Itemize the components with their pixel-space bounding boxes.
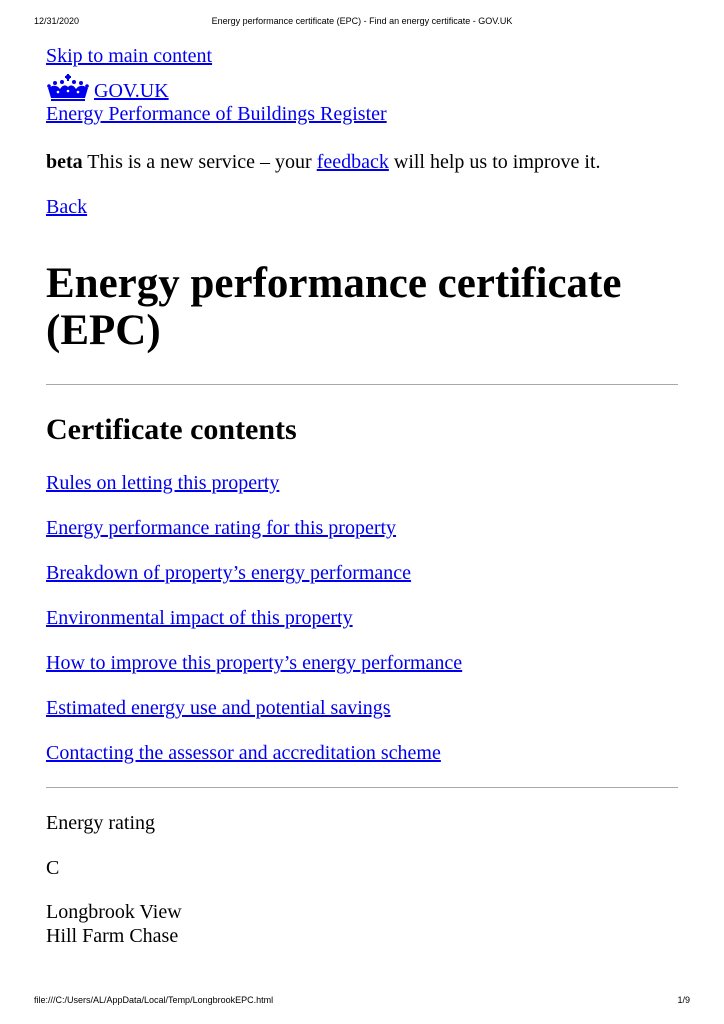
beta-text-before: This is a new service – your <box>82 151 317 173</box>
print-file-path: file:///C:/Users/AL/AppData/Local/Temp/LongbrookEPC.html <box>34 995 274 1005</box>
contents-link-estimated-energy-use[interactable]: Estimated energy use and potential savings <box>46 697 391 719</box>
contents-item <box>46 740 678 766</box>
beta-tag: beta <box>46 151 83 173</box>
print-page-number: 1/9 <box>677 995 690 1005</box>
contents-link-energy-rating[interactable]: Energy performance rating for this property <box>46 517 397 539</box>
govuk-logo-link[interactable] <box>46 74 169 104</box>
print-footer <box>0 995 724 1007</box>
contents-list <box>46 470 678 766</box>
contents-link-rules-on-letting[interactable]: Rules on letting this property <box>46 472 280 494</box>
section-divider <box>46 787 678 788</box>
contents-link-contacting-assessor[interactable]: Contacting the assessor and accreditation scheme <box>46 742 441 764</box>
property-address <box>46 900 678 948</box>
skip-link-row <box>46 43 678 69</box>
page-title: Energy performance certificate (EPC) <box>46 260 622 354</box>
crown-icon <box>46 74 90 104</box>
contents-item <box>46 470 678 496</box>
back-link-row <box>46 194 678 220</box>
contents-item <box>46 605 678 631</box>
contents-link-breakdown[interactable]: Breakdown of property’s energy performance <box>46 562 412 584</box>
govuk-logo-text: GOV.UK <box>94 80 169 102</box>
print-date: 12/31/2020 <box>34 16 80 26</box>
section-divider <box>46 384 678 385</box>
service-name-row <box>46 101 678 127</box>
print-header <box>0 16 724 28</box>
contents-item <box>46 650 678 676</box>
contents-link-environmental-impact[interactable]: Environmental impact of this property <box>46 607 353 629</box>
energy-rating-label: Energy rating <box>46 812 156 834</box>
print-page-title: Energy performance certificate (EPC) - Find an energy certificate - GOV.UK <box>211 16 513 26</box>
address-line-2: Hill Farm Chase <box>46 925 179 947</box>
page-content <box>46 43 678 948</box>
skip-to-main-content-link[interactable]: Skip to main content <box>46 45 213 67</box>
feedback-link[interactable]: feedback <box>316 151 389 173</box>
contents-link-how-to-improve[interactable]: How to improve this property’s energy performance <box>46 652 463 674</box>
beta-text-after: will help us to improve it. <box>388 151 601 173</box>
contents-heading: Certificate contents <box>46 413 297 446</box>
beta-banner <box>46 149 678 175</box>
address-line-1: Longbrook View <box>46 901 182 923</box>
contents-item <box>46 515 678 541</box>
back-link[interactable]: Back <box>46 196 88 218</box>
energy-rating-value: C <box>46 857 60 879</box>
contents-item <box>46 560 678 586</box>
govuk-header <box>46 70 678 104</box>
contents-item <box>46 695 678 721</box>
service-name-link[interactable]: Energy Performance of Buildings Register <box>46 103 387 125</box>
